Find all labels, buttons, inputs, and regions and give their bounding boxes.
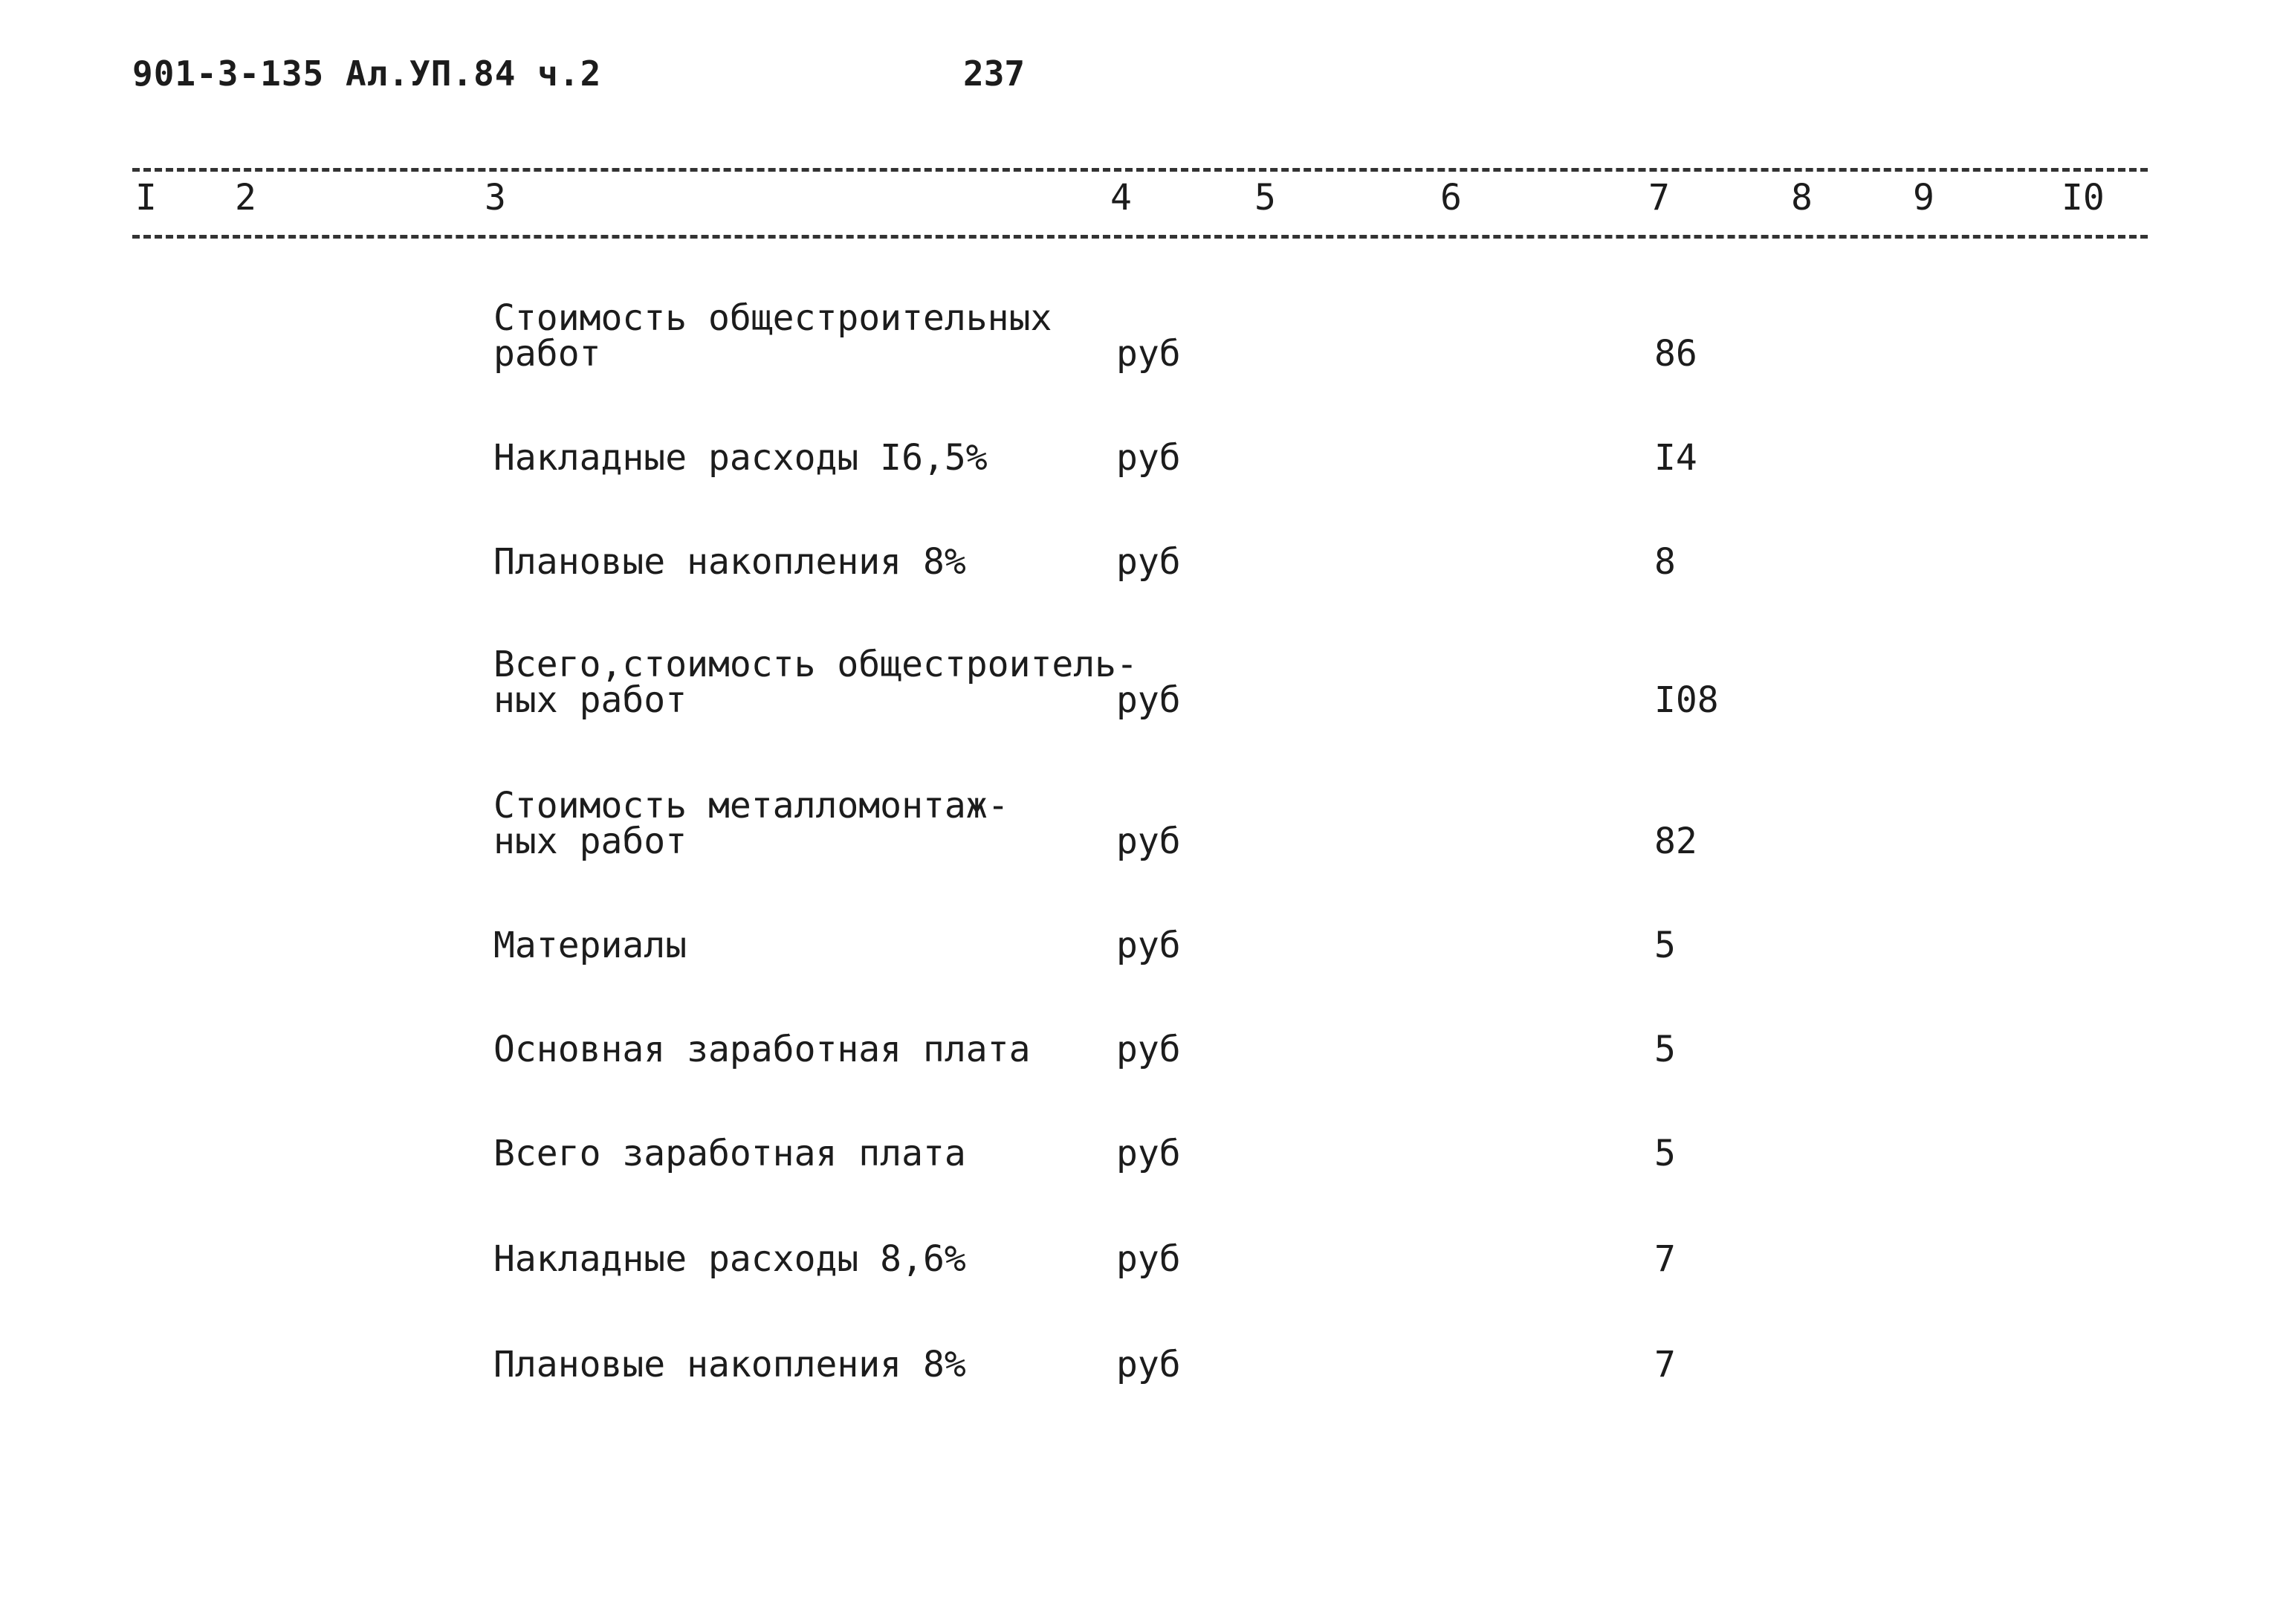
column-number-4: 4 <box>1110 177 1132 219</box>
row-description: Стоимость общестроительных работ <box>493 297 1052 375</box>
column-number-3: 3 <box>485 177 506 219</box>
row-unit: руб <box>1116 1133 1181 1174</box>
row-value: I4 <box>1654 437 1697 479</box>
row-unit: руб <box>1116 333 1181 375</box>
table-row <box>0 1308 2283 1385</box>
row-unit: руб <box>1116 679 1181 721</box>
row-value: 7 <box>1654 1238 1676 1280</box>
column-number-8: 8 <box>1791 177 1813 219</box>
row-value: I08 <box>1654 679 1719 721</box>
row-unit: руб <box>1116 925 1181 966</box>
column-number-1: I <box>135 177 157 219</box>
table-row <box>0 889 2283 966</box>
row-description: Стоимость металломонтаж- ных работ <box>493 785 1009 862</box>
row-unit: руб <box>1116 1238 1181 1280</box>
row-description: Накладные расходы 8,6% <box>493 1238 966 1280</box>
table-row <box>0 644 2283 721</box>
row-value: 5 <box>1654 925 1676 966</box>
row-unit: руб <box>1116 821 1181 862</box>
page-number: 237 <box>963 54 1026 94</box>
row-value: 8 <box>1654 541 1676 583</box>
row-value: 82 <box>1654 821 1697 862</box>
document-header-code: 901-3-135 Ал.УП.84 ч.2 <box>132 54 602 94</box>
row-description: Накладные расходы I6,5% <box>493 437 988 479</box>
row-unit: руб <box>1116 1029 1181 1070</box>
table-row <box>0 401 2283 479</box>
column-number-7: 7 <box>1648 177 1670 219</box>
table-row <box>0 1097 2283 1174</box>
table-header-top-rule <box>132 168 2148 172</box>
table-row <box>0 1203 2283 1280</box>
row-description: Всего,стоимость общестроитель- ных работ <box>493 644 1138 721</box>
row-unit: руб <box>1116 1344 1181 1385</box>
table-row <box>0 993 2283 1070</box>
column-number-5: 5 <box>1254 177 1276 219</box>
table-header-bottom-rule <box>132 235 2148 239</box>
row-description: Основная заработная плата <box>493 1029 1031 1070</box>
column-number-10: I0 <box>2062 177 2105 219</box>
column-number-2: 2 <box>235 177 256 219</box>
row-description: Плановые накопления 8% <box>493 541 966 583</box>
row-description: Материалы <box>493 925 687 966</box>
table-row <box>0 785 2283 862</box>
table-row <box>0 297 2283 375</box>
row-value: 5 <box>1654 1029 1676 1070</box>
row-description: Всего заработная плата <box>493 1133 966 1174</box>
column-number-9: 9 <box>1913 177 1934 219</box>
column-number-6: 6 <box>1440 177 1462 219</box>
row-unit: руб <box>1116 437 1181 479</box>
row-value: 7 <box>1654 1344 1676 1385</box>
table-row <box>0 505 2283 583</box>
row-unit: руб <box>1116 541 1181 583</box>
row-value: 5 <box>1654 1133 1676 1174</box>
row-value: 86 <box>1654 333 1697 375</box>
row-description: Плановые накопления 8% <box>493 1344 966 1385</box>
